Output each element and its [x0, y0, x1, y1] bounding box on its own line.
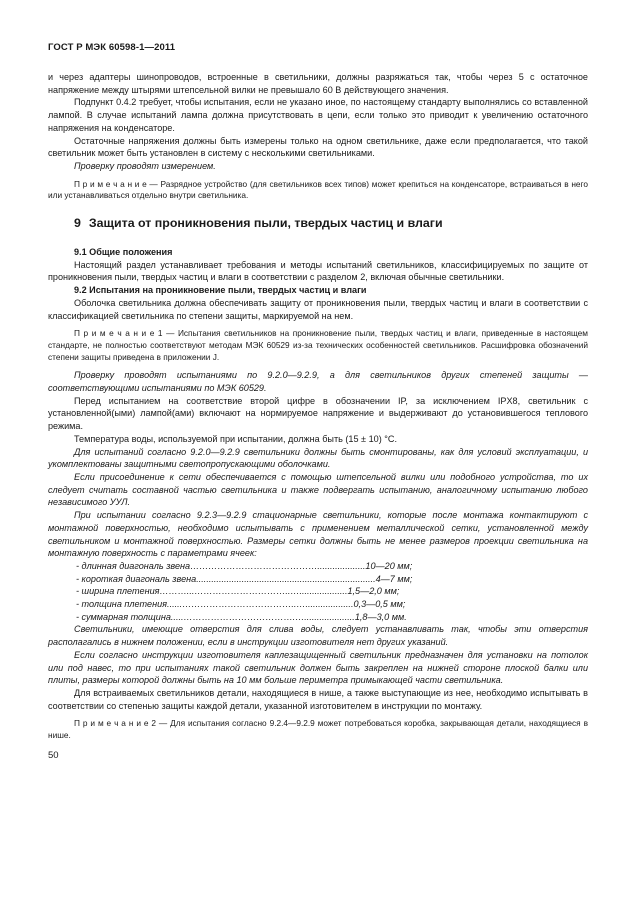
list-item: - длинная диагональ звена ……………………………………................... 10—20 мм; — [76, 560, 413, 571]
paragraph: и через адаптеры шинопроводов, встроенные в светильники, должны разряжаться так, чтобы через 5 с остаточное напряжение между штырями штепсельной вилки не превышало 60 В действующего значения. — [48, 72, 588, 95]
page-number: 50 — [48, 749, 59, 761]
verification-note: Проверку проводят измерением. — [74, 160, 216, 171]
note — [48, 328, 588, 363]
paragraph: Оболочка светильника должна обеспечивать защиту от проникновения пыли, твердых частиц и влаги в соответствии с классификацией светильника по степени защиты, маркируемой на нем. — [48, 297, 588, 321]
section-title: Защита от проникновения пыли, твердых частиц и влаги — [88, 216, 443, 231]
list-item: - ширина плетения ………...…………………………..…................... 1,5—2,0 мм; — [76, 586, 400, 597]
list-item: - толщина плетения ......………………………………..…................... 0,3—0,5 мм; — [76, 599, 406, 610]
note-label: П р и м е ч а н и е — [74, 178, 147, 189]
note-text: — Для испытания согласно 9.2.4—9.2.9 может потребоваться коробка, закрывающая детали, находящиеся в нише. — [48, 718, 588, 741]
paragraph: Перед испытанием на соответствие второй цифре в обозначении IP, за исключением IPX8, светильник с установленной(ыми) лампой(ами) включают на нормируемое напряжение и выдерживают до установившегося теплового режима. — [48, 395, 588, 432]
paragraph: Температура воды, используемой при испытании, должна быть (15 ± 10) °С. — [74, 433, 397, 444]
paragraph: Для испытаний согласно 9.2.0—9.2.9 светильники должны быть смонтированы, как для условий эксплуатации, и укомплектованы защитными светопропускающими оболочками. — [48, 446, 588, 470]
mesh-parameters-list — [48, 560, 588, 624]
list-item: - короткая диагональ звена ....................................................................... 4—7 мм; — [76, 573, 413, 584]
subsection-heading: 9.2 Испытания на проникновение пыли, твердых частиц и влаги — [74, 285, 367, 296]
paragraph: Если согласно инструкции изготовителя каплезащищенный светильник предназначен для установки на потолок или под навес, то при испытаниях такой светильник должен быть закреплен на нижней стороне плоской балки или плиты, размеры которой должны быть на 10 мм больше периметра примыкающей части светильника. — [48, 649, 588, 686]
paragraph: Для встраиваемых светильников детали, находящиеся в нише, а также выступающие из нее, необходимо испытывать в соответствии со степенью защиты каждой детали, указанной изготовителем в инструкции по монтажу. — [48, 687, 588, 711]
document-page — [48, 42, 588, 761]
paragraph: Если присоединение к сети обеспечивается с помощью штепсельной вилки или подобного устройства, то их следует считать составной частью светильника и также подвергать испытанию, аналогичному испытанию любого независимого УУЛ. — [48, 471, 588, 508]
paragraph: Настоящий раздел устанавливает требования и методы испытаний светильников, классифицируемых по защите от проникновения пыли, твердых частиц и влаги в соответствии с разделом 2, включая обычные светильники. — [48, 259, 588, 283]
note-label: П р и м е ч а н и е 2 — [74, 718, 157, 729]
note-text: — Разрядное устройство (для светильников всех типов) может крепиться на конденсаторе, встраиваться в него или устанавливаться отдельно внутри светильника. — [48, 178, 588, 201]
list-item: - суммарная толщина .....……………………………….….................... 1,8—3,0 мм. — [76, 611, 407, 622]
note-label: П р и м е ч а н и е 1 — [74, 328, 163, 339]
section-heading — [74, 216, 588, 230]
note — [48, 179, 588, 202]
document-header: ГОСТ Р МЭК 60598-1—2011 — [48, 42, 176, 53]
paragraph: При испытании согласно 9.2.3—9.2.9 стационарные светильники, которые после монтажа контактируют с монтажной поверхностью, необходимо испытывать с применением металлической сетки, установленной между светильником и монтажной поверхностью. Размеры сетки должны быть не менее размеров проекции светильника на монтажную поверхность с параметрами ячеек: — [48, 510, 588, 559]
note-text: — Испытания светильников на проникновение пыли, твердых частиц и влаги, приведенные в настоящем стандарте, не полностью соответствуют методам МЭК 60529 из-за технических особенностей светильников. Расшифровка обозначений степени защиты приведена в приложении J. — [48, 328, 588, 362]
verification-note: Проверку проводят испытаниями по 9.2.0—9.2.9, а для светильников других степеней защиты — соответствующими испытаниями по МЭК 60529. — [48, 370, 588, 394]
note — [48, 718, 588, 741]
paragraph: Подпункт 0.4.2 требует, чтобы испытания, если не указано иное, по настоящему стандарту выполнялись со вставленной лампой. В случае испытаний лампа должна присутствовать в цепи, если только это приводит к увеличению остаточного напряжения на конденсаторе. — [48, 97, 588, 133]
paragraph: Остаточные напряжения должны быть измерены только на одном светильнике, даже если предполагается, что такой светильник может быть установлен в систему с несколькими светильниками. — [48, 135, 588, 159]
subsection-heading: 9.1 Общие положения — [74, 247, 173, 258]
section-number: 9 — [74, 216, 81, 231]
paragraph: Светильники, имеющие отверстия для слива воды, следует устанавливать так, чтобы эти отверстия располагались в нижнем положении, если в инструкции изготовителя нет других указаний. — [48, 624, 588, 648]
